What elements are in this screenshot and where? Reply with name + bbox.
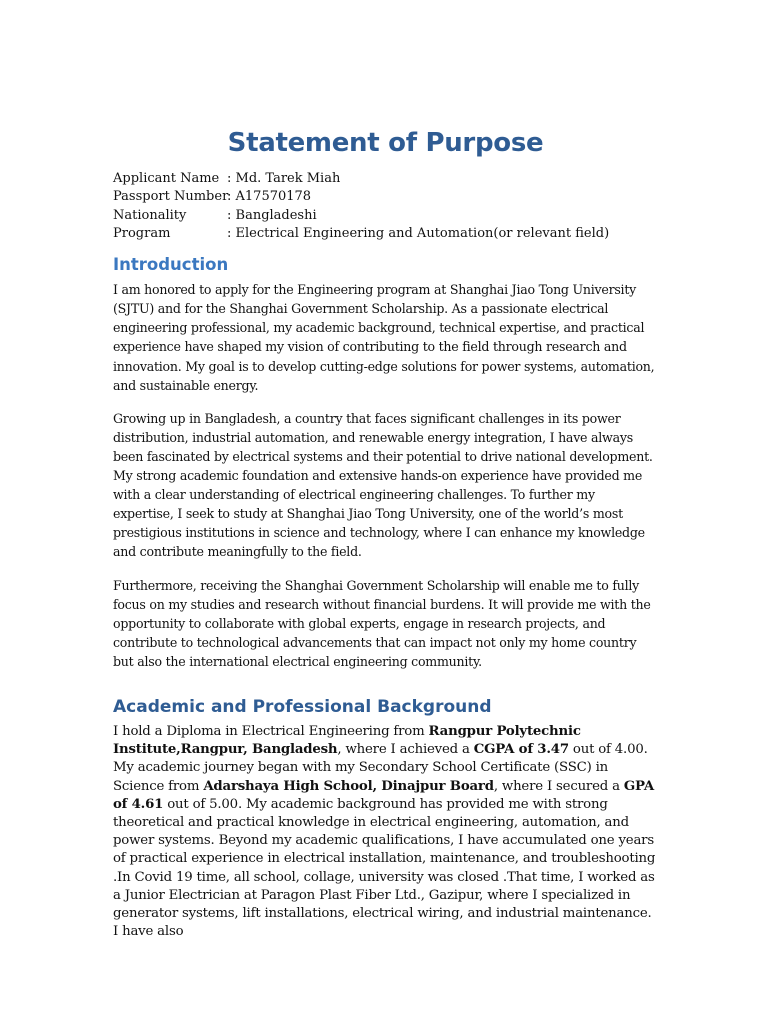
document-title: Statement of Purpose [227,128,544,158]
introduction-paragraph-1: I am honored to apply for the Engineering program at Shanghai Jiao Tong University (SJTU) and for the Shanghai Government Scholarship. As a passionate electrical engineering professional, my academic background, technical expertise, and practical experience have shaped my vision of contributing to the field through research and innovation. My goal is to develop cutting-edge solutions for power systems, automation, and sustainable energy. [113,282,655,393]
gpa-value: GPA of 4.61 [113,778,654,812]
passport-number-row [113,188,658,206]
academic-text: I hold a Diploma in Electrical Engineering from [113,723,429,739]
institute-name: Rangpur Polytechnic Institute,Rangpur, Bangladesh [113,723,581,758]
academic-text: , where I achieved a [337,742,474,758]
program-row [113,225,658,243]
academic-text: out of 5.00. My academic background has provided me with strong theoretical and practical knowledge in electrical engineering, automation, and power systems. Beyond my academic qualifications, I have accumulated one years of practical experience in electrical installation, maintenance, and troubleshooting .In Covid 19 time, all school, collage, university was closed .That time, I worked as a Junior Electrician at Paragon Plast Fiber Ltd., Gazipur, where I specialized in generator systems, lift installations, electrical wiring, and industrial maintenance. I have also [113,796,656,940]
info-label: Nationality [113,207,187,223]
academic-paragraph [113,723,658,941]
info-label: Passport Number [113,189,229,205]
info-label: Applicant Name [113,171,220,186]
applicant-name-row [113,170,658,188]
info-value: : Md. Tarek Miah [227,171,341,186]
info-value: : A17570178 [227,189,312,205]
info-value: : Bangladeshi [227,207,317,223]
applicant-info [113,170,658,243]
introduction-paragraph-3: Furthermore, receiving the Shanghai Government Scholarship will enable me to fully focus on my studies and research without financial burdens. It will provide me with the opportunity to collaborate with global experts, engage in research projects, and contribute to technological advancements that can impact not only my home country but also the international electrical engineering community. [113,577,651,669]
introduction-heading: Introduction [113,255,229,275]
document-page [113,128,658,955]
academic-heading: Academic and Professional Background [113,696,492,717]
academic-text: out of 4.00. My academic journey began with my Secondary School Certificate (SSC) in Science from [113,742,648,794]
info-value: : Electrical Engineering and Automation(or relevant field) [227,225,610,241]
cgpa-value: CGPA of 3.47 [473,742,569,758]
school-name: Adarshaya High School, Dinajpur Board [203,778,494,794]
academic-text: , where I secured a [493,778,624,794]
nationality-row [113,207,658,225]
info-label: Program [113,225,171,241]
introduction-paragraph-2: Growing up in Bangladesh, a country that faces significant challenges in its power distribution, industrial automation, and renewable energy integration, I have always been fascinated by electrical systems and their potential to drive national development. My strong academic foundation and extensive hands-on experience have provided me with a clear understanding of electrical engineering challenges. To further my expertise, I seek to study at Shanghai Jiao Tong University, one of the world’s most prestigious institutions in science and technology, where I can enhance my knowledge and contribute meaningfully to the field. [113,410,653,560]
